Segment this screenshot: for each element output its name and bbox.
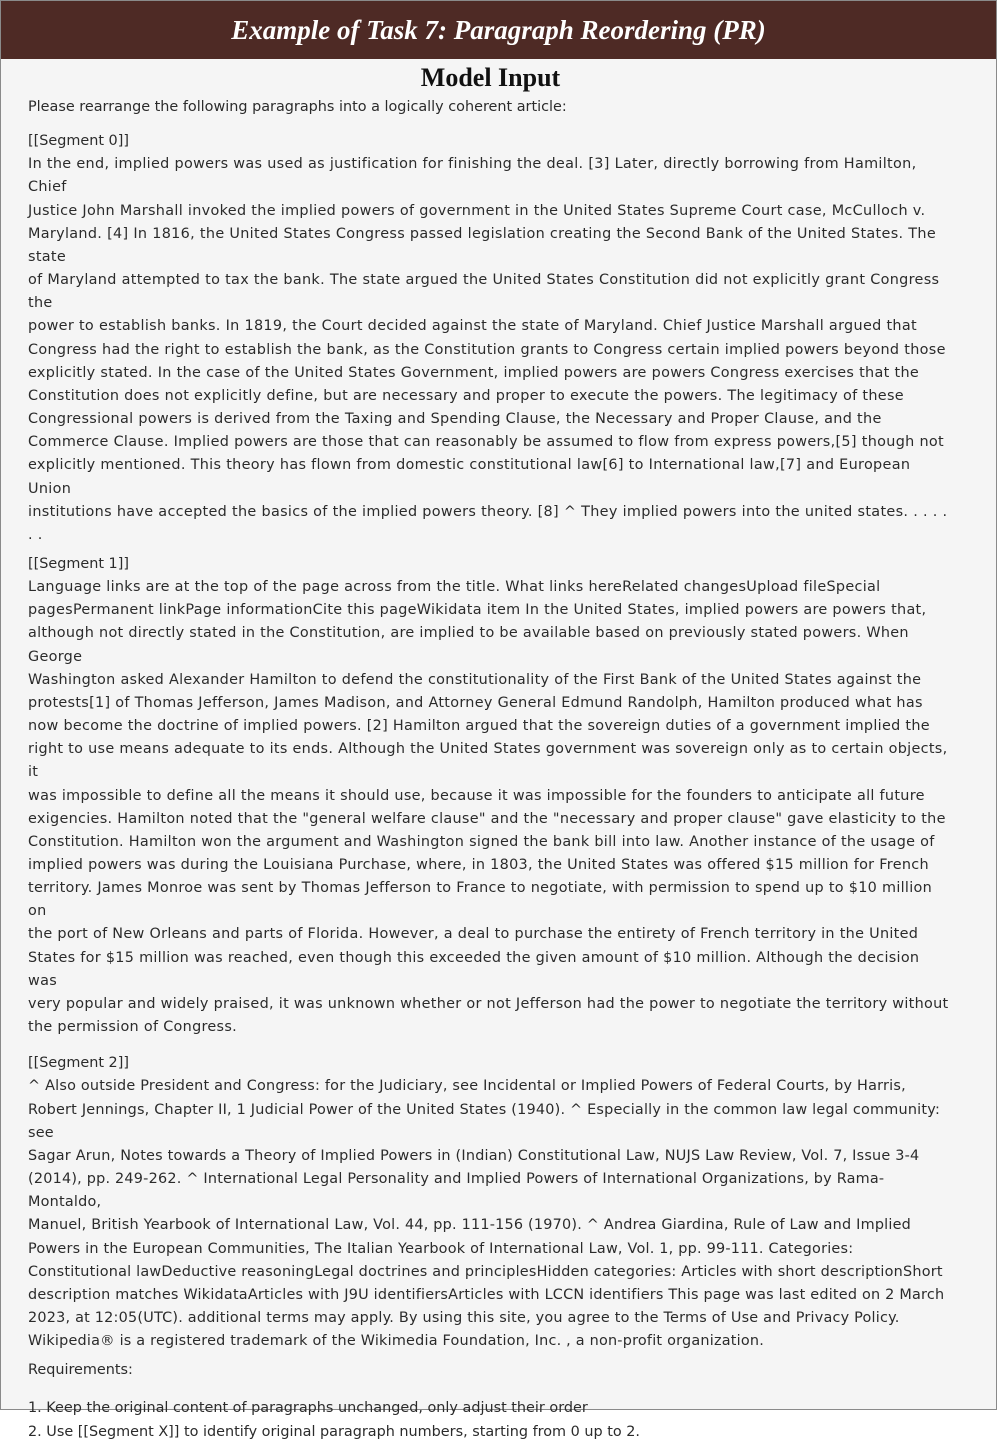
model-input-panel xyxy=(28,60,953,1444)
requirements-list xyxy=(28,1397,953,1443)
segment-label: [[Segment 0]] xyxy=(28,133,129,150)
segment-label: [[Segment 2]] xyxy=(28,1055,129,1072)
segment-0 xyxy=(28,130,953,547)
requirements-title: Requirements: xyxy=(28,1362,133,1379)
requirement-item: 2. Use [[Segment X]] to identify original paragraph numbers, starting from 0 up to 2. xyxy=(28,1423,640,1440)
task-title-banner: Example of Task 7: Paragraph Reordering (PR) xyxy=(1,1,996,59)
segment-2 xyxy=(28,1052,953,1353)
segment-text: Language links are at the top of the page across from the title. What links hereRelated changesUpload fileSpecial pagesPermanent linkPage informationCite this pageWikidata item In the United States, implied powers are powers that, although not directly stated in the Constitution, are implied to be available based on previously stated powers. When George Washington asked Alexander Hamilton to defend the constitutionality of the First Bank of the United States against the protests[1] of Thomas Jefferson, James Madison, and Attorney General Edmund Randolph, Hamilton produced what has now become the doctrine of implied powers. [2] Hamilton argued that the sovereign duties of a government implied the right to use means adequate to its ends. Although the United States government was sovereign only as to certain objects, it was impossible to define all the means it should use, because it was impossible for the founders to anticipate all future exigencies. Hamilton noted that the "general welfare clause" and the "necessary and proper clause" gave elasticity to the Constitution. Hamilton won the argument and Washington signed the bank bill into law. Another instance of the usage of implied powers was during the Louisiana Purchase, where, in 1803, the United States was offered $15 million for French territory. James Monroe was sent by Thomas Jefferson to France to negotiate, with permission to spend up to $10 million on the port of New Orleans and parts of Florida. However, a deal to purchase the entirety of French territory in the United States for $15 million was reached, even though this exceeded the given amount of $10 million. Although the decision was very popular and widely praised, it was unknown whether or not Jefferson had the power to negotiate the territory without the permission of Congress. xyxy=(28,579,949,1036)
segment-1 xyxy=(28,553,953,1039)
segment-label: [[Segment 1]] xyxy=(28,555,129,572)
segment-text: ^ Also outside President and Congress: for the Judiciary, see Incidental or Implied Powers of Federal Courts, by Harris, Robert Jennings, Chapter II, 1 Judicial Power of the United States (1940). ^ Especially in the common law legal community: see Sagar Arun, Notes towards a Theory of Implied Powers in (Indian) Constitutional Law, NUJS Law Review, Vol. 7, Issue 3-4 (2014), pp. 249-262. ^ International Legal Personality and Implied Powers of International Organizations, by Rama-Montaldo, Manuel, British Yearbook of International Law, Vol. 44, pp. 111-156 (1970). ^ Andrea Giardina, Rule of Law and Implied Powers in the European Communities, The Italian Yearbook of International Law, Vol. 1, pp. 99-111. Categories: Constitutional lawDeductive reasoningLegal doctrines and principlesHidden categories: Articles with short descriptionShort description matches WikidataArticles with J9U identifiersArticles with LCCN identifiers This page was last edited on 2 March 2023, at 12:05(UTC). additional terms may apply. By using this site, you agree to the Terms of Use and Privacy Policy. Wikipedia® is a registered trademark of the Wikimedia Foundation, Inc. , a non-profit organization. xyxy=(28,1078,945,1350)
model-input-heading: Model Input xyxy=(420,63,561,92)
requirement-item: 1. Keep the original content of paragraphs unchanged, only adjust their order xyxy=(28,1400,588,1417)
segment-text: In the end, implied powers was used as justification for finishing the deal. [3] Later, directly borrowing from Hamilton, Chief Justice John Marshall invoked the implied powers of government in the United States Supreme Court case, McCulloch v. Maryland. [4] In 1816, the United States Congress passed legislation creating the Second Bank of the United States. The state of Maryland attempted to tax the bank. The state argued the United States Constitution did not explicitly grant Congress the power to establish banks. In 1819, the Court decided against the state of Maryland. Chief Justice Marshall argued that Congress had the right to establish the bank, as the Constitution grants to Congress certain implied powers beyond those explicitly stated. In the case of the United States Government, implied powers are powers Congress exercises that the Constitution does not explicitly define, but are necessary and proper to execute the powers. The legitimacy of these Congressional powers is derived from the Taxing and Spending Clause, the Necessary and Proper Clause, and the Commerce Clause. Implied powers are those that can reasonably be assumed to flow from express powers,[5] though not explicitly mentioned. This theory has flown from domestic constitutional law[6] to International law,[7] and European Union institutions have accepted the basics of the implied powers theory. [8] ^ They implied powers into the united states. . . . . . . xyxy=(28,156,948,543)
instruction-text: Please rearrange the following paragraphs into a logically coherent article: xyxy=(28,99,567,115)
